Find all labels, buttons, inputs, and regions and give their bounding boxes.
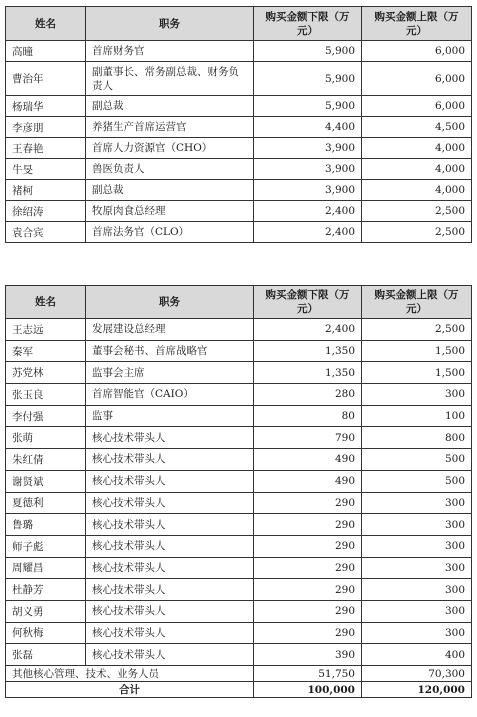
- position: 核心技术带头人: [86, 579, 254, 601]
- table-row: [6, 557, 472, 579]
- person-name: 王志远: [6, 319, 86, 341]
- table-row: [6, 405, 472, 427]
- amount-upper: 800: [362, 427, 472, 449]
- amount-upper: 2,500: [362, 222, 472, 243]
- total-label: 合计: [6, 682, 254, 698]
- amount-lower: 1,350: [254, 340, 362, 362]
- position: 养猪生产首席运营官: [86, 117, 254, 138]
- header-upper: 购买金额上限（万元）: [362, 7, 472, 41]
- amount-upper: 300: [362, 600, 472, 622]
- position: 发展建设总经理: [86, 319, 254, 341]
- others-row: [6, 666, 472, 682]
- amount-upper: 300: [362, 622, 472, 644]
- person-name: 夏德利: [6, 492, 86, 514]
- amount-lower: 290: [254, 600, 362, 622]
- amount-lower: 390: [254, 644, 362, 666]
- person-name: 张磊: [6, 644, 86, 666]
- header-name: 姓名: [6, 286, 86, 319]
- table-row: [6, 449, 472, 471]
- position: 副总裁: [86, 96, 254, 117]
- header-name: 姓名: [6, 7, 86, 41]
- person-name: 何秋梅: [6, 622, 86, 644]
- amount-lower: 290: [254, 622, 362, 644]
- position: 监事会主席: [86, 362, 254, 384]
- person-name: 朱红倩: [6, 449, 86, 471]
- amount-lower: 490: [254, 470, 362, 492]
- person-name: 胡义勇: [6, 600, 86, 622]
- amount-upper: 4,000: [362, 138, 472, 159]
- position: 核心技术带头人: [86, 514, 254, 536]
- person-name: 褚柯: [6, 180, 86, 201]
- header-position: 职务: [86, 286, 254, 319]
- total-lower: 100,000: [254, 682, 362, 698]
- amount-lower: 290: [254, 535, 362, 557]
- amount-lower: 4,400: [254, 117, 362, 138]
- table-row: [6, 41, 472, 62]
- table-row: [6, 96, 472, 117]
- person-name: 谢贤斌: [6, 470, 86, 492]
- table-1-body: [6, 41, 472, 243]
- position: 核心技术带头人: [86, 600, 254, 622]
- table-row: [6, 222, 472, 243]
- amount-upper: 2,500: [362, 201, 472, 222]
- table-row: [6, 492, 472, 514]
- others-label: 其他核心管理、技术、业务人员: [6, 666, 254, 682]
- amount-lower: 2,400: [254, 201, 362, 222]
- table-row: [6, 600, 472, 622]
- table-row: [6, 644, 472, 666]
- amount-upper: 300: [362, 384, 472, 406]
- amount-upper: 4,000: [362, 159, 472, 180]
- position: 监事: [86, 405, 254, 427]
- amount-lower: 290: [254, 514, 362, 536]
- amount-upper: 1,500: [362, 362, 472, 384]
- others-upper: 70,300: [362, 666, 472, 682]
- position: 核心技术带头人: [86, 470, 254, 492]
- person-name: 张萌: [6, 427, 86, 449]
- header-lower: 购买金额下限（万元）: [254, 7, 362, 41]
- person-name: 秦军: [6, 340, 86, 362]
- position: 首席人力资源官（CHO）: [86, 138, 254, 159]
- table-row: [6, 362, 472, 384]
- total-row: [6, 682, 472, 698]
- amount-upper: 300: [362, 557, 472, 579]
- person-name: 牛旻: [6, 159, 86, 180]
- amount-lower: 5,900: [254, 96, 362, 117]
- amount-lower: 5,900: [254, 62, 362, 96]
- person-name: 高曈: [6, 41, 86, 62]
- person-name: 李付强: [6, 405, 86, 427]
- position: 牧原肉食总经理: [86, 201, 254, 222]
- position: 首席智能官（CAIO）: [86, 384, 254, 406]
- person-name: 鲁璐: [6, 514, 86, 536]
- position: 副总裁: [86, 180, 254, 201]
- person-name: 袁合宾: [6, 222, 86, 243]
- amount-upper: 300: [362, 535, 472, 557]
- position: 副董事长、常务副总裁、财务负责人: [86, 62, 254, 96]
- position: 核心技术带头人: [86, 427, 254, 449]
- amount-lower: 490: [254, 449, 362, 471]
- table-row: [6, 117, 472, 138]
- table-row: [6, 201, 472, 222]
- person-name: 周耀昌: [6, 557, 86, 579]
- header-upper: 购买金额上限（万元）: [362, 286, 472, 319]
- person-name: 曹治年: [6, 62, 86, 96]
- amount-upper: 300: [362, 514, 472, 536]
- table-row: [6, 340, 472, 362]
- table-row: [6, 427, 472, 449]
- table-row: [6, 622, 472, 644]
- table-row: [6, 514, 472, 536]
- table-row: [6, 535, 472, 557]
- amount-lower: 80: [254, 405, 362, 427]
- others-lower: 51,750: [254, 666, 362, 682]
- amount-lower: 3,900: [254, 180, 362, 201]
- position: 核心技术带头人: [86, 557, 254, 579]
- table-row: [6, 579, 472, 601]
- amount-upper: 4,500: [362, 117, 472, 138]
- amount-lower: 3,900: [254, 159, 362, 180]
- person-name: 李彦朋: [6, 117, 86, 138]
- position: 核心技术带头人: [86, 622, 254, 644]
- header-position: 职务: [86, 7, 254, 41]
- amount-lower: 290: [254, 579, 362, 601]
- amount-upper: 6,000: [362, 96, 472, 117]
- amount-upper: 6,000: [362, 62, 472, 96]
- total-upper: 120,000: [362, 682, 472, 698]
- table-header-row: [6, 286, 472, 319]
- amount-upper: 1,500: [362, 340, 472, 362]
- table-row: [6, 138, 472, 159]
- amount-lower: 3,900: [254, 138, 362, 159]
- amount-upper: 100: [362, 405, 472, 427]
- table-2-body: [6, 319, 472, 666]
- position: 首席法务官（CLO）: [86, 222, 254, 243]
- position: 核心技术带头人: [86, 449, 254, 471]
- person-name: 杜静芳: [6, 579, 86, 601]
- amount-lower: 2,400: [254, 222, 362, 243]
- amount-upper: 6,000: [362, 41, 472, 62]
- amount-lower: 290: [254, 557, 362, 579]
- amount-upper: 300: [362, 579, 472, 601]
- position: 核心技术带头人: [86, 535, 254, 557]
- table-row: [6, 470, 472, 492]
- position: 核心技术带头人: [86, 644, 254, 666]
- table-row: [6, 384, 472, 406]
- person-name: 徐绍涛: [6, 201, 86, 222]
- amount-upper: 500: [362, 449, 472, 471]
- position: 核心技术带头人: [86, 492, 254, 514]
- person-name: 苏党林: [6, 362, 86, 384]
- table-row: [6, 319, 472, 341]
- position: 首席财务官: [86, 41, 254, 62]
- amount-lower: 2,400: [254, 319, 362, 341]
- amount-upper: 4,000: [362, 180, 472, 201]
- table-header-row: [6, 7, 472, 41]
- table-row: [6, 180, 472, 201]
- amount-lower: 290: [254, 492, 362, 514]
- person-name: 张玉良: [6, 384, 86, 406]
- position: 董事会秘书、首席战略官: [86, 340, 254, 362]
- amount-upper: 2,500: [362, 319, 472, 341]
- amount-lower: 790: [254, 427, 362, 449]
- table-row: [6, 62, 472, 96]
- header-lower: 购买金额下限（万元）: [254, 286, 362, 319]
- purchase-table-2: [5, 285, 472, 698]
- table-row: [6, 159, 472, 180]
- person-name: 王春艳: [6, 138, 86, 159]
- amount-upper: 400: [362, 644, 472, 666]
- amount-upper: 300: [362, 492, 472, 514]
- amount-upper: 500: [362, 470, 472, 492]
- purchase-table-1: [5, 6, 472, 243]
- amount-lower: 280: [254, 384, 362, 406]
- amount-lower: 5,900: [254, 41, 362, 62]
- person-name: 师子彪: [6, 535, 86, 557]
- amount-lower: 1,350: [254, 362, 362, 384]
- person-name: 杨瑞华: [6, 96, 86, 117]
- position: 兽医负责人: [86, 159, 254, 180]
